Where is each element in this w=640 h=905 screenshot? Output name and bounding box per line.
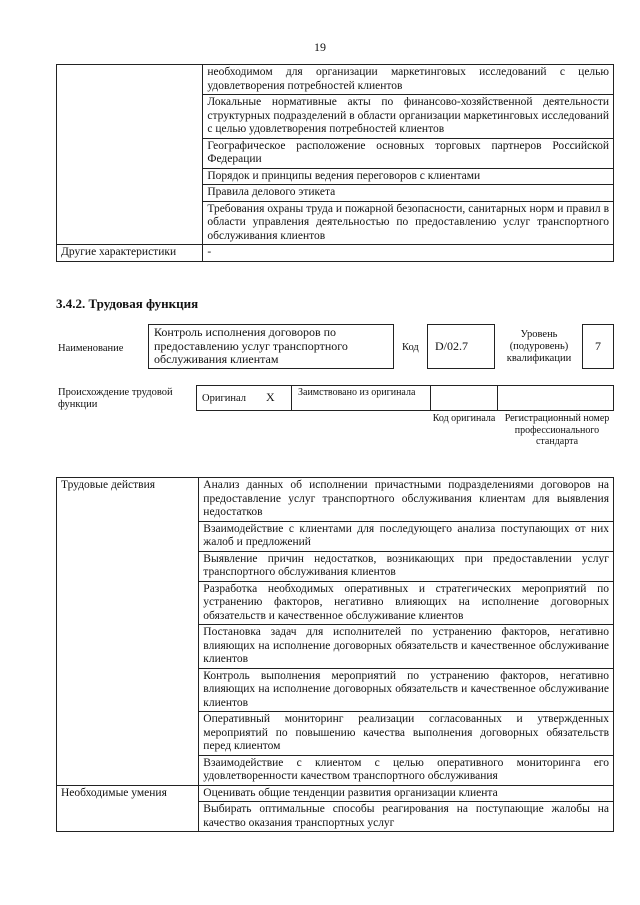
table-cell: Географическое расположение основных торговых партнеров Российской Федерации (203, 138, 614, 168)
reg-number-label: Регистрационный номер профессионального стандарта (504, 413, 610, 447)
name-value: Контроль исполнения договоров по предоставлению услуг транспортного обслуживания клиентам (154, 325, 348, 366)
table-cell: Разработка необходимых оперативных и стратегических мероприятий по устранению факторов, негативно влияющих на исполнение договорных обязательств и качественное обслуживание клиентов (199, 581, 614, 625)
table-cell: Выбирать оптимальные способы реагирования на поступающие жалобы на качество оказания транспортных услуг (199, 802, 614, 832)
borrowed-label: Заимствовано из оригинала (298, 387, 416, 398)
table-row (57, 785, 614, 802)
table-cell: Оценивать общие тенденции развития организации клиента (199, 785, 614, 802)
table-cell: необходимом для организации маркетинговых исследований с целью удовлетворения потребностей клиентов (203, 65, 614, 95)
code-original-box (430, 385, 498, 411)
reg-number-box (497, 385, 614, 411)
table-cell: Локальные нормативные акты по финансово-хозяйственной деятельности структурных подразделений в области организации маркетинговых исследований с целью удовлетворения потребностей клиентов (203, 95, 614, 139)
table-row (57, 65, 614, 95)
original-mark: X (266, 390, 275, 404)
level-label: Уровень (подуровень) квалификации (506, 329, 572, 364)
level-value: 7 (595, 339, 601, 353)
code-original-label: Код оригинала (432, 413, 496, 424)
table-cell: Оперативный мониторинг реализации согласованных и утвержденных мероприятий по повышению качества выполнения договорных обязательств перед клиентом (199, 712, 614, 756)
actions-label: Трудовые действия (57, 478, 199, 786)
name-label: Наименование (58, 343, 124, 354)
table-cell: Требования охраны труда и пожарной безопасности, санитарных норм и правил в области управления деятельностью по предоставлению услуг транспортного обслуживания клиентов (203, 201, 614, 245)
other-characteristics-value: - (203, 245, 614, 262)
original-label: Оригинал (202, 393, 246, 404)
table-cell: Взаимодействие с клиентами для последующего анализа поступающих от них жалоб и предложений (199, 521, 614, 551)
section-title: 3.4.2. Трудовая функция (56, 296, 199, 311)
knowledge-table-continuation (56, 64, 614, 262)
labor-function-table (56, 477, 614, 832)
table-row (57, 478, 614, 522)
empty-label-cell (57, 65, 203, 245)
table-cell: Порядок и принципы ведения переговоров с клиентами (203, 168, 614, 185)
table-cell: Анализ данных об исполнении причастными подразделениями договоров на предоставление услуг транспортного обслуживания клиентам для выявления недостатков (199, 478, 614, 522)
code-value: D/02.7 (435, 339, 468, 353)
origin-label: Происхождение трудовой функции (58, 387, 173, 410)
other-characteristics-label: Другие характеристики (57, 245, 203, 262)
table-cell: Постановка задач для исполнителей по устранению факторов, негативно влияющих на исполнение договорных обязательств и качественное обслуживание клиентов (199, 625, 614, 669)
table-cell: Контроль выполнения мероприятий по устранению факторов, негативно влияющих на исполнение договорных обязательств и качественное обслуживание клиентов (199, 668, 614, 712)
table-cell: Выявление причин недостатков, возникающих при предоставлении услуг транспортного обслуживания клиентов (199, 551, 614, 581)
table-row (57, 245, 614, 262)
table-cell: Правила делового этикета (203, 185, 614, 202)
skills-label: Необходимые умения (57, 785, 199, 832)
page-number: 19 (314, 40, 326, 54)
code-label: Код (402, 342, 419, 353)
table-cell: Взаимодействие с клиентом с целью оперативного мониторинга его удовлетворенности качеством транспортного обслуживания (199, 755, 614, 785)
